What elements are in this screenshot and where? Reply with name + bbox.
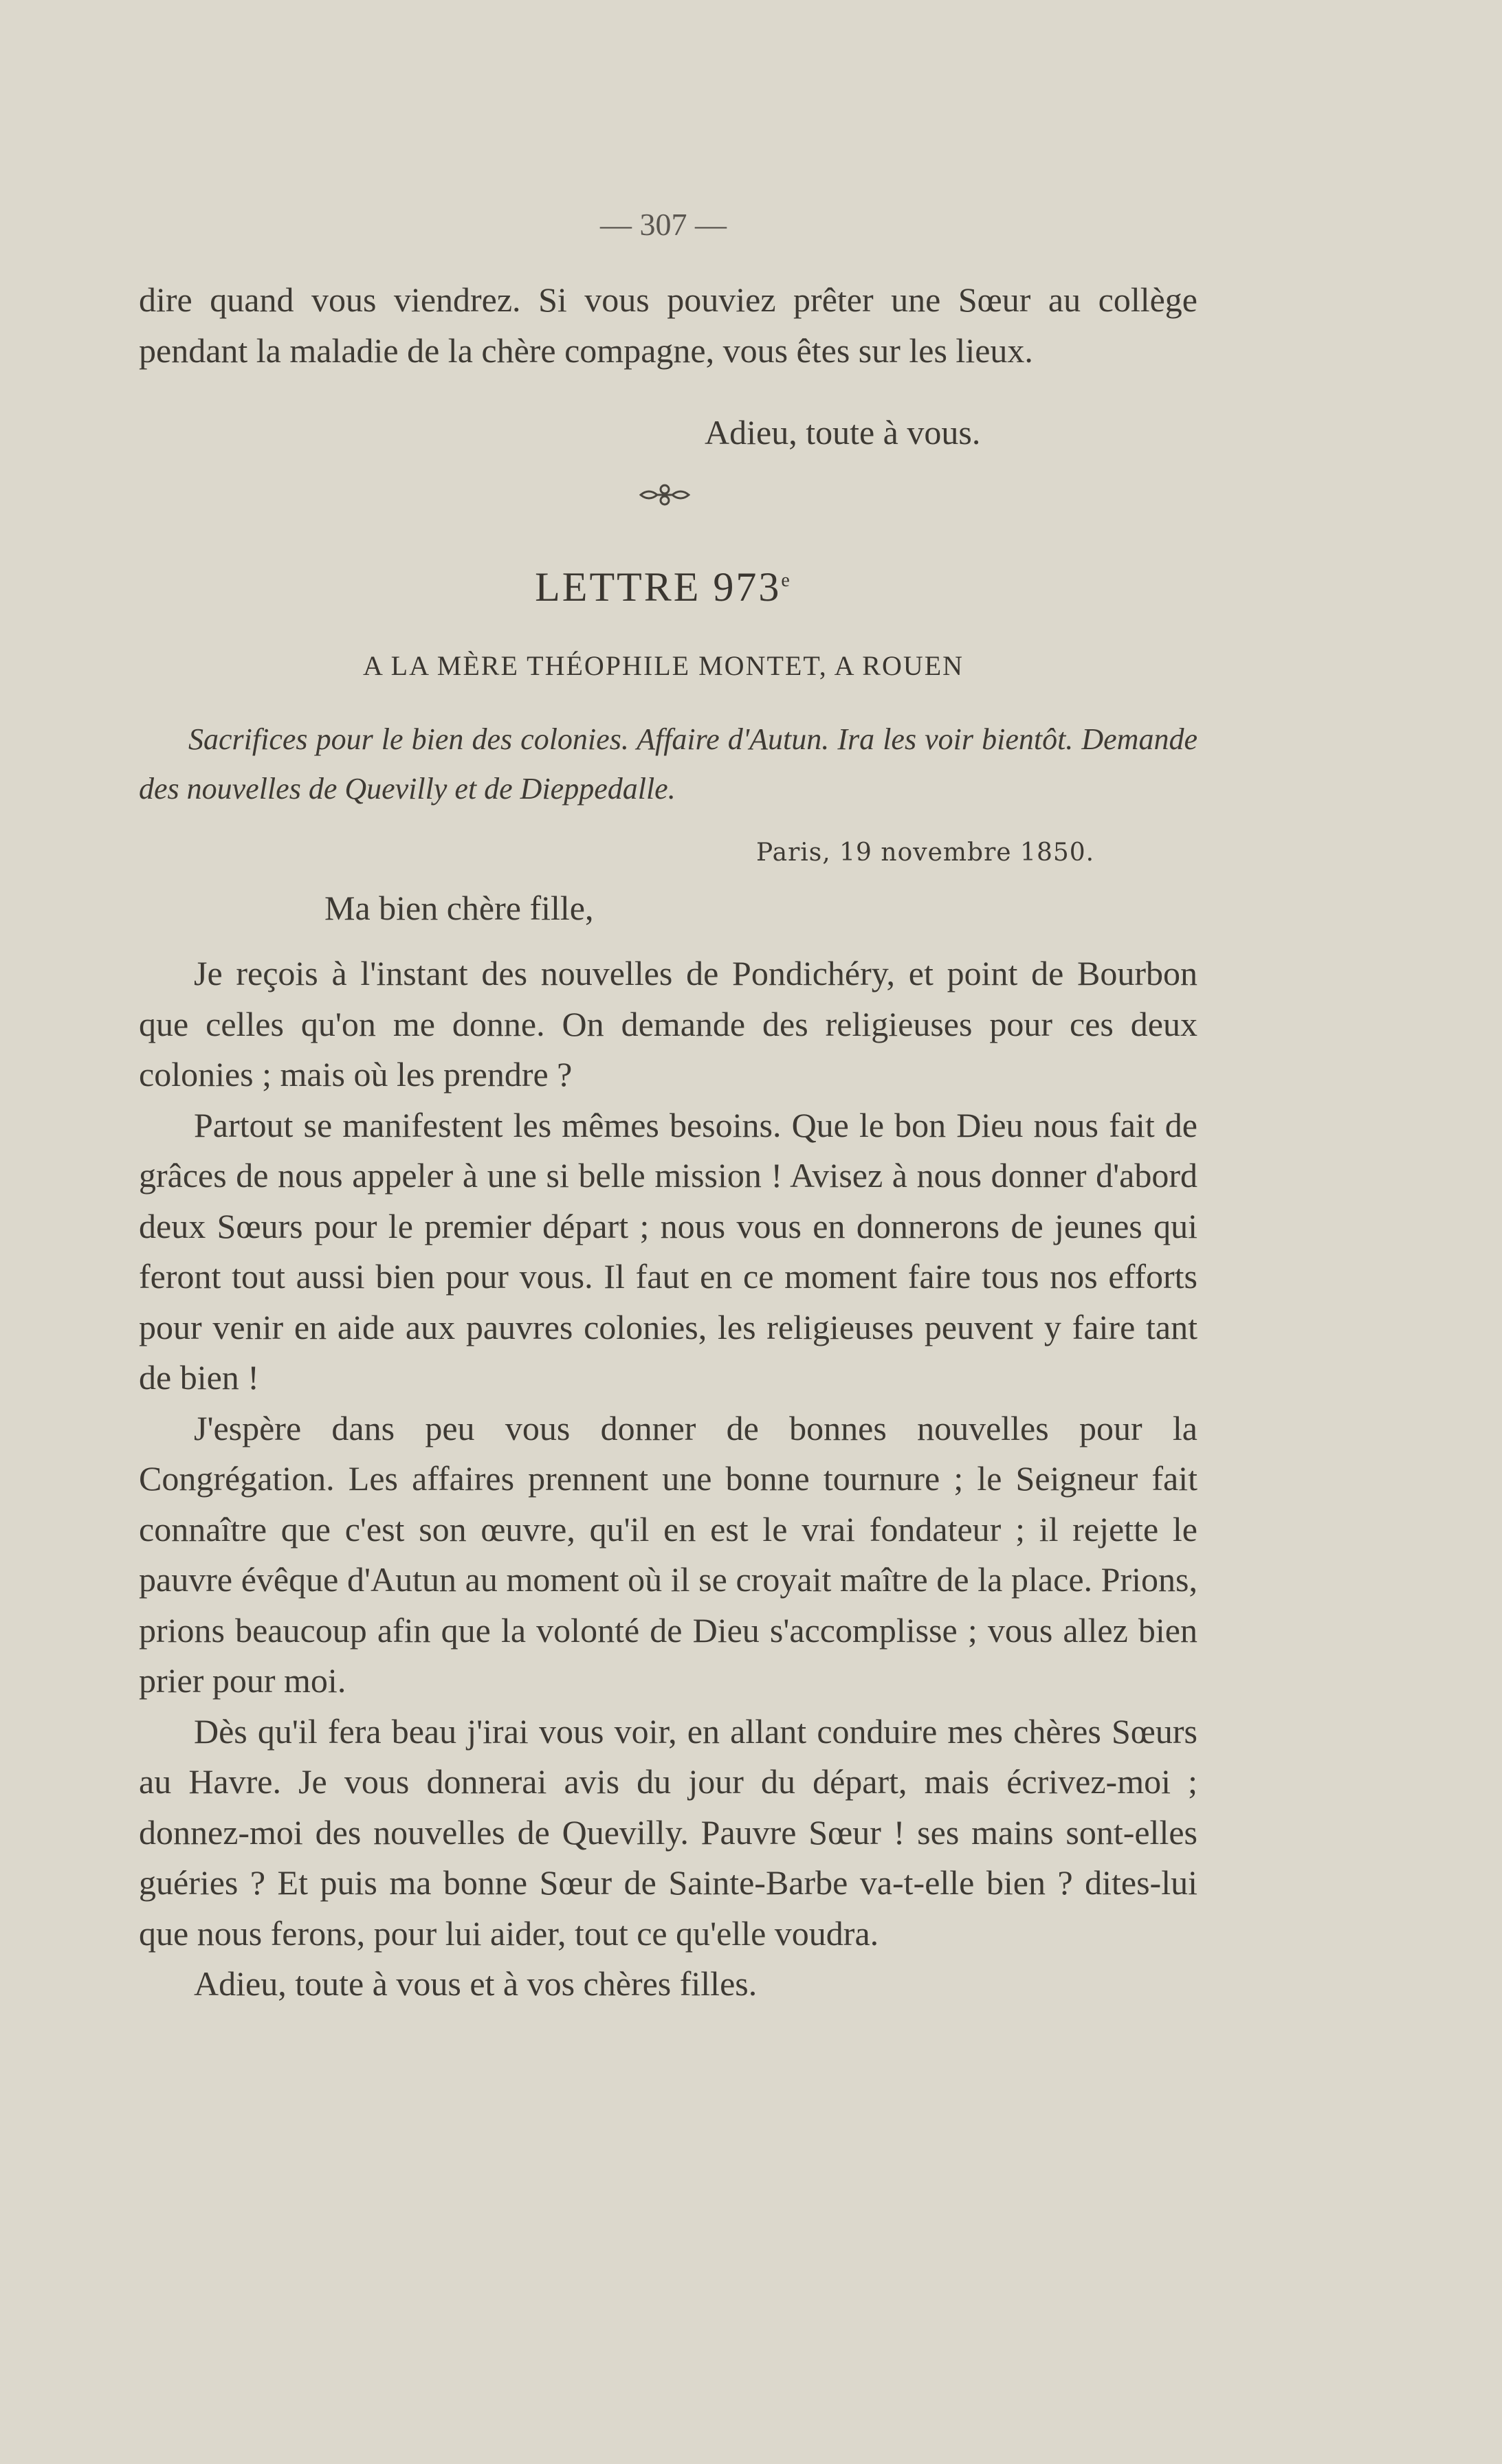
body-paragraph: J'espère dans peu vous donner de bonnes nouvelles pour la Congrégation. Les affaires prennent une bonne tournure ; le Seigneur fait connaître que c'est son œuvre, qu'il en est le vrai fondateur ; il rejette le pauvre évêque d'Autun au moment où il se croyait maître de la place. Prions, prions beaucoup afin que la volonté de Dieu s'accomplisse ; vous allez bien prier pour moi. — [139, 1408, 1197, 1700]
letter-dateline: Paris, 19 novembre 1850. — [756, 839, 1095, 867]
top-closing: Adieu, toute à vous. — [705, 413, 981, 452]
body-paragraph: Partout se manifestent les mêmes besoins. Que le bon Dieu nous fait de grâces de nous appeler à une si belle mission ! Avisez à nous donner d'abord deux Sœurs pour le premier départ ; nous vous en donnerons de jeunes qui feront tout aussi bien pour vous. Il faut en ce moment faire tous nos efforts pour venir en aide aux pauvres colonies, les religieuses peuvent y faire tant de bien ! — [139, 1105, 1197, 1397]
letter-title-text: LETTRE 973 — [535, 564, 782, 610]
continued-letter-text — [139, 275, 1197, 376]
top-paragraph: dire quand vous viendrez. Si vous pouviez prêter une Sœur au collège pendant la maladie de la chère compagne, vous êtes sur les lieux. — [139, 280, 1197, 370]
letter-salutation: Ma bien chère fille, — [324, 889, 594, 927]
letter-recipient: A LA MÈRE THÉOPHILE MONTET, A ROUEN — [362, 650, 964, 681]
body-paragraph: Adieu, toute à vous et à vos chères filles. — [194, 1964, 758, 2003]
body-paragraph: Dès qu'il fera beau j'irai vous voir, en allant conduire mes chères Sœurs au Havre. Je vous donnerai avis du jour du départ, mais écrivez-moi ; donnez-moi des nouvelles de Quevilly. Pauvre Sœur ! ses mains sont-elles guéries ? Et puis ma bonne Sœur de Sainte-Barbe va-t-elle bien ? dites-lui que nous ferons, pour lui aider, tout ce qu'elle voudra. — [139, 1711, 1197, 1953]
letter-title-superscript: e — [781, 570, 792, 591]
page-number: — 307 — — [600, 207, 727, 242]
letter-summary: Sacrifices pour le bien des colonies. Affaire d'Autun. Ira les voir bientôt. Demande des nouvelles de Quevilly et de Dieppedalle. — [139, 722, 1197, 806]
body-paragraph: Je reçois à l'instant des nouvelles de Pondichéry, et point de Bourbon que celles qu'on me donne. On demande des religieuses pour ces deux colonies ; mais où les prendre ? — [139, 954, 1197, 1094]
letter-body — [139, 948, 1197, 2010]
fleuron-ornament-icon — [639, 481, 690, 509]
letter-title — [0, 564, 1327, 611]
